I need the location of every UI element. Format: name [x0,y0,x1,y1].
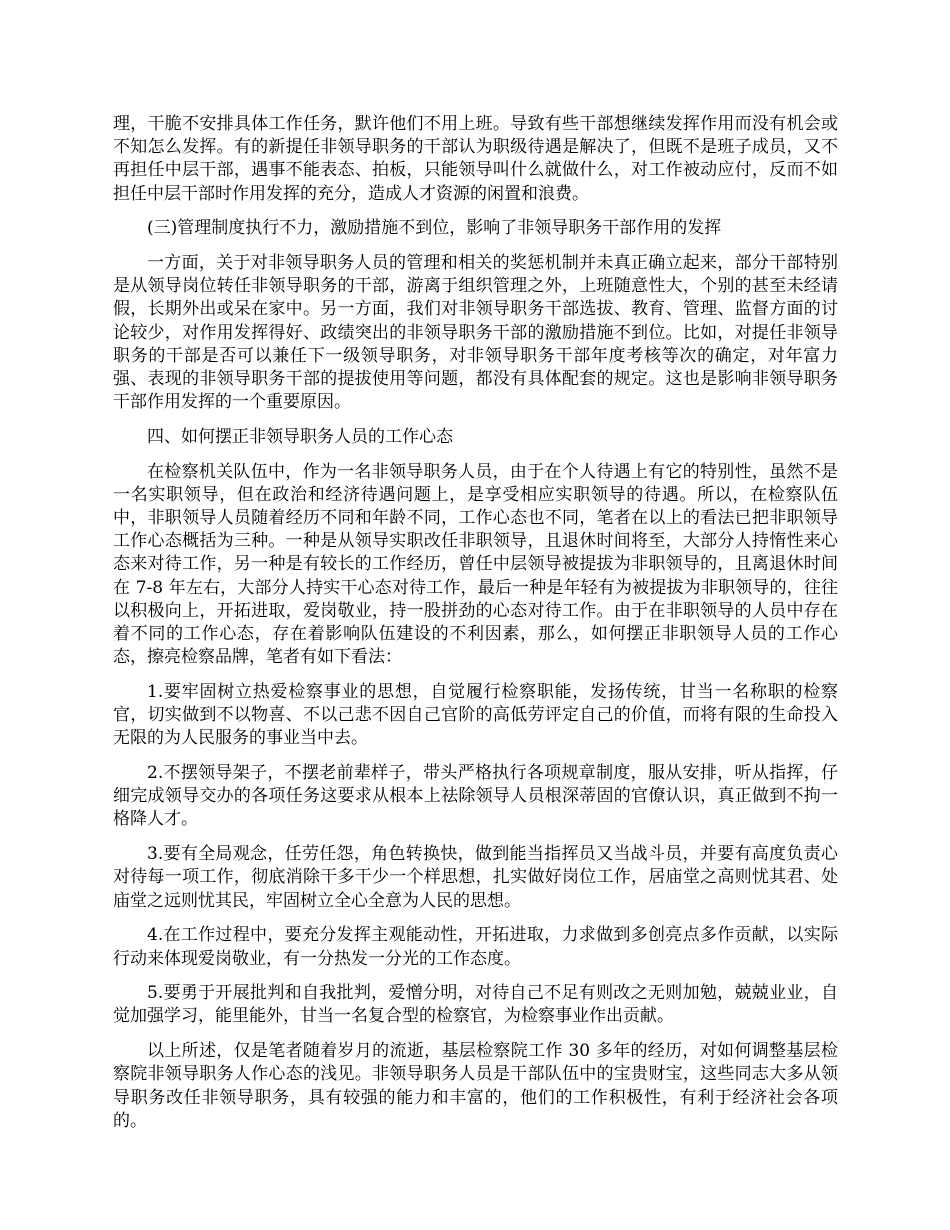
list-item-4: 4.在工作过程中，要充分发挥主观能动性，开拓进取，力求做到多创亮点多作贡献，以实际行动来体现爱岗敬业，有一分热发一分光的工作态度。 [113,925,838,969]
section-heading-3: (三)管理制度执行不力，激励措施不到位，影响了非领导职务干部作用的发挥 [147,218,722,239]
conclusion-paragraph: 以上所述，仅是笔者随着岁月的流逝，基层检察院工作 30 多年的经历，对如何调整基层检察院非领导职务人作心态的浅见。非领导职务人员是干部队伍中的宝贵财宝，这些同志大多从领导职务改任非领导职务，具有较强的能力和丰富的，他们的工作积极性，有利于经济社会各项的。 [113,1041,838,1131]
paragraph-continuation: 理，干脆不安排具体工作任务，默许他们不用上班。导致有些干部想继续发挥作用而没有机会或不知怎么发挥。有的新提任非领导职务的干部认为职级待遇是解决了，但既不是班子成员，又不再担任中层干部，遇事不能表态、拍板，只能领导叫什么就做什么，对工作被动应付，反而不如担任中层干部时作用发挥的充分，造成人才资源的闲置和浪费。 [113,114,838,204]
list-item-1: 1.要牢固树立热爱检察事业的思想，自觉履行检察职能，发扬传统，甘当一名称职的检察官，切实做到不以物喜、不以己悲不因自己官阶的高低劳评定自己的价值，而将有限的生命投入无限的为人民服务的事业当中去。 [113,681,838,749]
paragraph: 在检察机关队伍中，作为一名非领导职务人员，由于在个人待遇上有它的特别性，虽然不是一名实职领导，但在政治和经济待遇问题上，是享受相应实职领导的待遇。所以，在检察队伍中，非职领导人员随着经历不同和年龄不同，工作心态也不同，笔者在以上的看法已把非职领导工作心态概括为三种。一种是从领导实职改任非职领导，且退休时间将至，大部分人持惰性来心态来对待工作，另一种是有较长的工作经历，曾任中层领导被提拔为非职领导的，且离退休时间在 7-8 年左右，大部分人持实干心态对待工作，最后一种是年轻有为被提拔为非职领导的，往往以积极向上，开拓进取，爱岗敬业，持一股拼劲的心态对待工作。由于在非职领导的人员中存在着不同的工作心态，存在着影响队伍建设的不利因素，那么，如何摆正非职领导人员的工作心态，擦亮检察品牌，笔者有如下看法： [113,461,838,668]
list-item-5: 5.要勇于开展批判和自我批判，爱憎分明，对待自己不足有则改之无则加勉，兢兢业业，自觉加强学习，能里能外，甘当一名复合型的检察官，为检察事业作出贡献。 [113,983,838,1027]
document-body [113,113,838,1144]
paragraph: 一方面，关于对非领导职务人员的管理和相关的奖惩机制并未真正确立起来，部分干部特别是从领导岗位转任非领导职务的干部，游离于组织管理之外，上班随意性大，个别的甚至未经请假，长期外出或呆在家中。另一方面，我们对非领导职务干部选拔、教育、管理、监督方面的讨论较少，对作用发挥得好、政绩突出的非领导职务干部的激励措施不到位。比如，对提任非领导职务的干部是否可以兼任下一级领导职务，对非领导职务干部年度考核等次的确定，对年富力强、表现的非领导职务干部的提拔使用等问题，都没有具体配套的规定。这也是影响非领导职务干部作用发挥的一个重要原因。 [113,253,838,413]
section-heading-4: 四、如何摆正非领导职务人员的工作心态 [147,426,453,447]
list-item-3: 3.要有全局观念，任劳任怨，角色转换快，做到能当指挥员又当战斗员，并要有高度负责心对待每一项工作，彻底消除干多干少一个样思想，扎实做好岗位工作，居庙堂之高则忧其君、处庙堂之远则忧其民，牢固树立全心全意为人民的思想。 [113,844,838,911]
list-item-2: 2.不摆领导架子，不摆老前辈样子，带头严格执行各项规章制度，服从安排，听从指挥，仔细完成领导交办的各项任务这要求从根本上祛除领导人员根深蒂固的官僚认识，真正做到不拘一格降人才。 [113,763,838,830]
